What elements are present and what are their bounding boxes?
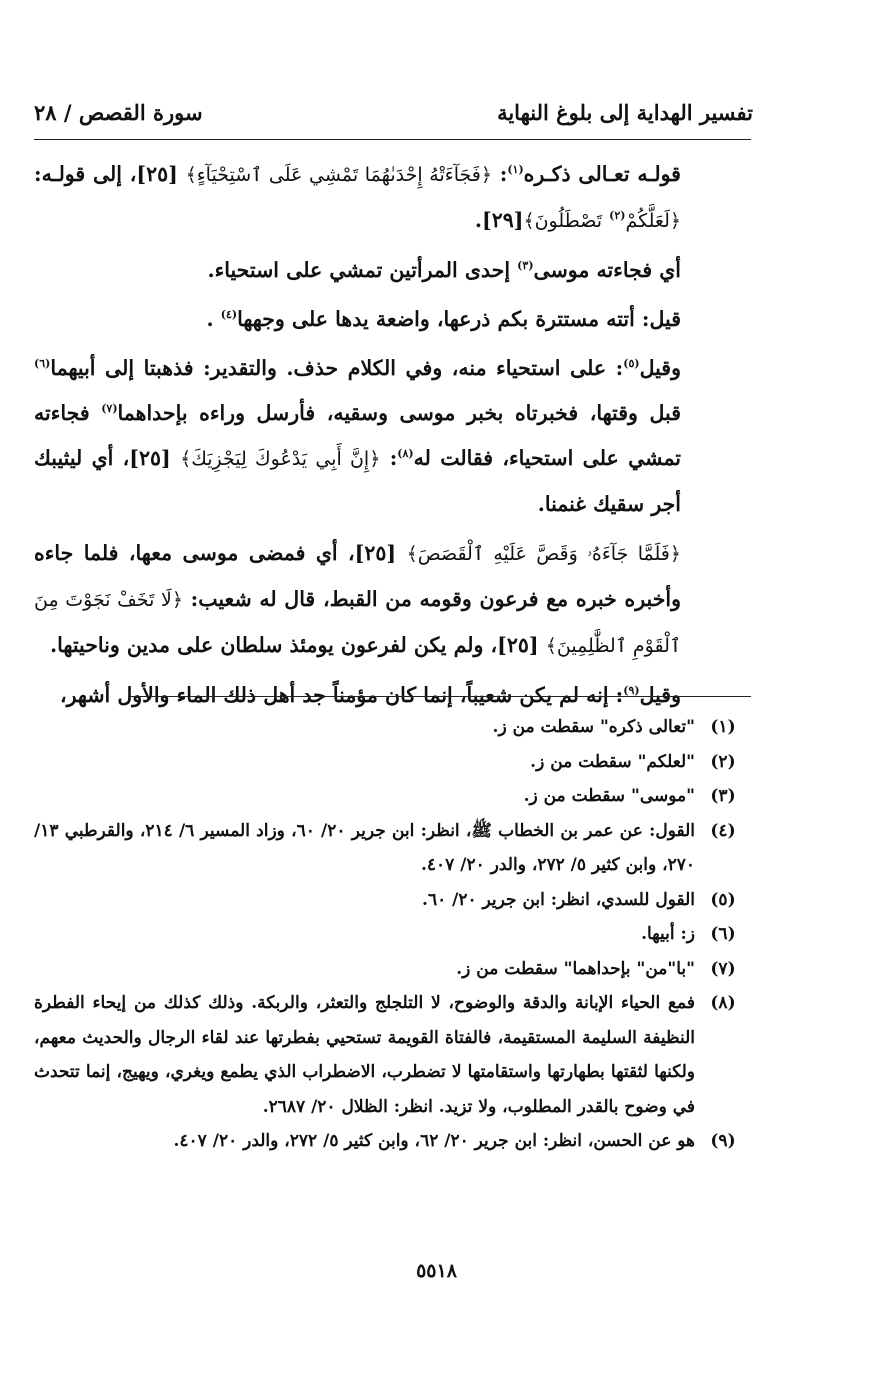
text-span: [٢٥]، إلى قولـه: (34, 162, 178, 186)
text-span: . (206, 307, 214, 331)
footnote-text: القول للسدي، انظر: ابن جرير ٢٠/ ٦٠. (422, 889, 695, 910)
text-span: قولـه تعـالى ذكـره (523, 162, 681, 186)
surah-title: سورة القصص / ٢٨ (34, 99, 203, 125)
book-title: تفسير الهداية إلى بلوغ النهاية (497, 99, 753, 125)
footnote-text: "لعلكم" سقطت من ز. (530, 751, 695, 772)
footnote-item (34, 917, 751, 952)
footnote-item (34, 952, 751, 987)
footnote-number: (٩) (710, 1131, 736, 1151)
text-span: أي فجاءته موسى (533, 258, 681, 282)
footnote-ref-4: (٤) (220, 308, 238, 322)
text-span: قبل وقتها، فخبرتاه بخبر موسى وسقيه، فأرسل وراءه بإحداهما (117, 401, 681, 425)
text-span: فجاءته تمشي على استحياء، فقالت له (34, 401, 682, 470)
footnote-ref-5: (٥) (623, 357, 640, 371)
footnote-number: (٥) (710, 889, 736, 910)
footnote-text: هو عن الحسن، انظر: ابن جرير ٢٠/ ٦٢، وابن كثير ٥/ ٢٧٢، والدر ٢٠/ ٤٠٧. (173, 1131, 695, 1151)
quran-verse: ﴿فَلَمَّا جَآءَهُۥ وَقَصَّ عَلَيْهِ ٱلْقَصَصَ﴾ (406, 543, 681, 565)
text-span: [٢٥]، أي ليثيبك أجر سقيك غنمنا. (34, 446, 681, 516)
running-header (34, 92, 753, 132)
footnote-text: ز: أبيها. (641, 924, 695, 944)
footnote-text: "تعالى ذكره" سقطت من ز. (492, 717, 695, 737)
footnote-number: (٤) (710, 820, 736, 841)
text-span: : إنه لم يكن شعيباً، إنما كان مؤمناً جد أهل ذلك الماء والأول أشهر، (59, 683, 624, 707)
footnote-item (34, 745, 751, 780)
text-span: [٢٩]. (474, 208, 524, 232)
quran-verse: ﴿فَجَآءَتْهُ إِحْدَىٰهُمَا تَمْشِي عَلَى ٱسْتِحْيَآءٍ﴾ (185, 164, 492, 186)
page-number: ٥٥١٨ (416, 1260, 457, 1282)
text-span: وقيل (639, 356, 681, 380)
text-span: : (389, 446, 398, 470)
footnote-text: فمع الحياء الإبانة والدقة والوضوح، لا التلجلج والتعثر، والربكة. وذلك كذلك من إيحاء الفطرة النظيفة السليمة المستقيمة، فالفتاة القويمة تستحيي بفطرتها عند لقاء الرجال والحديث معهم، ولكنها لثقتها بطهارتها واستقامتها لا تضطرب، الاضطراب الذي يطمع ويغري، ويهيج، إنما تتحدث في وضوح بالقدر المطلوب، ولا تزيد. انظر: الظلال ٢٠/ ٢٦٨٧. (34, 993, 695, 1117)
text-span: [٢٥]، أي فمضى موسى معها، فلما جاءه وأخبره خبره مع فرعون وقومه من القبط، قال له شعيب: (34, 541, 681, 611)
footnote-ref-9: (٩) (623, 684, 640, 698)
paragraph-4 (34, 346, 751, 527)
footnotes-section (34, 710, 751, 1159)
footnote-number: (٢) (710, 751, 736, 772)
paragraph-2 (34, 248, 751, 293)
footnote-ref-6: (٦) (34, 357, 51, 371)
footnote-item (34, 814, 751, 883)
paragraph-1: قولـه تعـالى ذكـره$^{(١)}$: ﴿فَجَآءَتْهُ إِحْدَىٰهُمَا تَمْشِي عَلَى ٱسْتِحْيَآءٍ﴾ [٢٥]، إلى قولـه: ﴿لَعَلَّكُمْ$^{(٢)}$ تَصْطَلُونَ﴾[٢٩]. (34, 162, 681, 232)
text-span: : على استحياء منه، وفي الكلام حذف. والتقدير: فذهبتا إلى أبيهما (50, 356, 624, 380)
header-divider (34, 139, 751, 140)
footnote-number: (٣) (710, 786, 736, 806)
footnote-number: (٧) (710, 958, 736, 979)
footnote-divider (128, 696, 751, 697)
footnote-number: (١) (710, 717, 736, 737)
footnote-text: القول: عن عمر بن الخطاب ﷺ، انظر: ابن جرير ٢٠/ ٦٠، وزاد المسير ٦/ ٢١٤، والقرطبي ١٣/ ٢٧٠، وابن كثير ٥/ ٢٧٢، والدر ٢٠/ ٤٠٧. (34, 820, 695, 875)
footnote-item (34, 1124, 751, 1159)
text-span: [٢٥]، ولم يكن لفرعون يومئذ سلطان على مدين وناحيتها. (50, 633, 539, 657)
text-span: إحدى المرأتين تمشي على استحياء. (207, 258, 511, 282)
footnote-text: "با"من" بإحداهما" سقطت من ز. (456, 958, 695, 979)
footnote-item (34, 883, 751, 918)
quran-verse: تَصْطَلُونَ﴾ (523, 210, 602, 232)
footnote-ref-3: (٣) (517, 259, 534, 273)
footnote-ref-1: (١) (507, 163, 524, 177)
footnote-item (34, 710, 751, 745)
footnote-number: (٦) (710, 924, 736, 944)
footnote-ref-7: (٧) (101, 402, 118, 416)
quran-verse: ﴿إِنَّ أَبِي يَدْعُوكَ لِيَجْزِيَكَ﴾ (180, 448, 381, 470)
paragraph-5 (34, 531, 751, 669)
quran-verse: ﴿لَا تَخَفْ نَجَوْتَ مِنَ ٱلْقَوْمِ ٱلظَّٰلِمِينَ﴾ (34, 589, 681, 657)
footnote-item (34, 986, 751, 1124)
main-text (34, 152, 751, 718)
footnote-text: "موسى" سقطت من ز. (523, 786, 695, 806)
footnote-item (34, 779, 751, 814)
footnote-ref-2: (٢) (609, 209, 626, 223)
footnote-ref-8: (٨) (397, 447, 414, 461)
footnote-number: (٨) (710, 993, 736, 1013)
text-span: قيل: أتته مستترة بكم ذرعها، واضعة يدها على وجهها (237, 307, 681, 331)
quran-verse: ﴿لَعَلَّكُمْ (625, 210, 681, 232)
paragraph-3 (34, 297, 751, 342)
text-span: وقيل (639, 683, 681, 707)
